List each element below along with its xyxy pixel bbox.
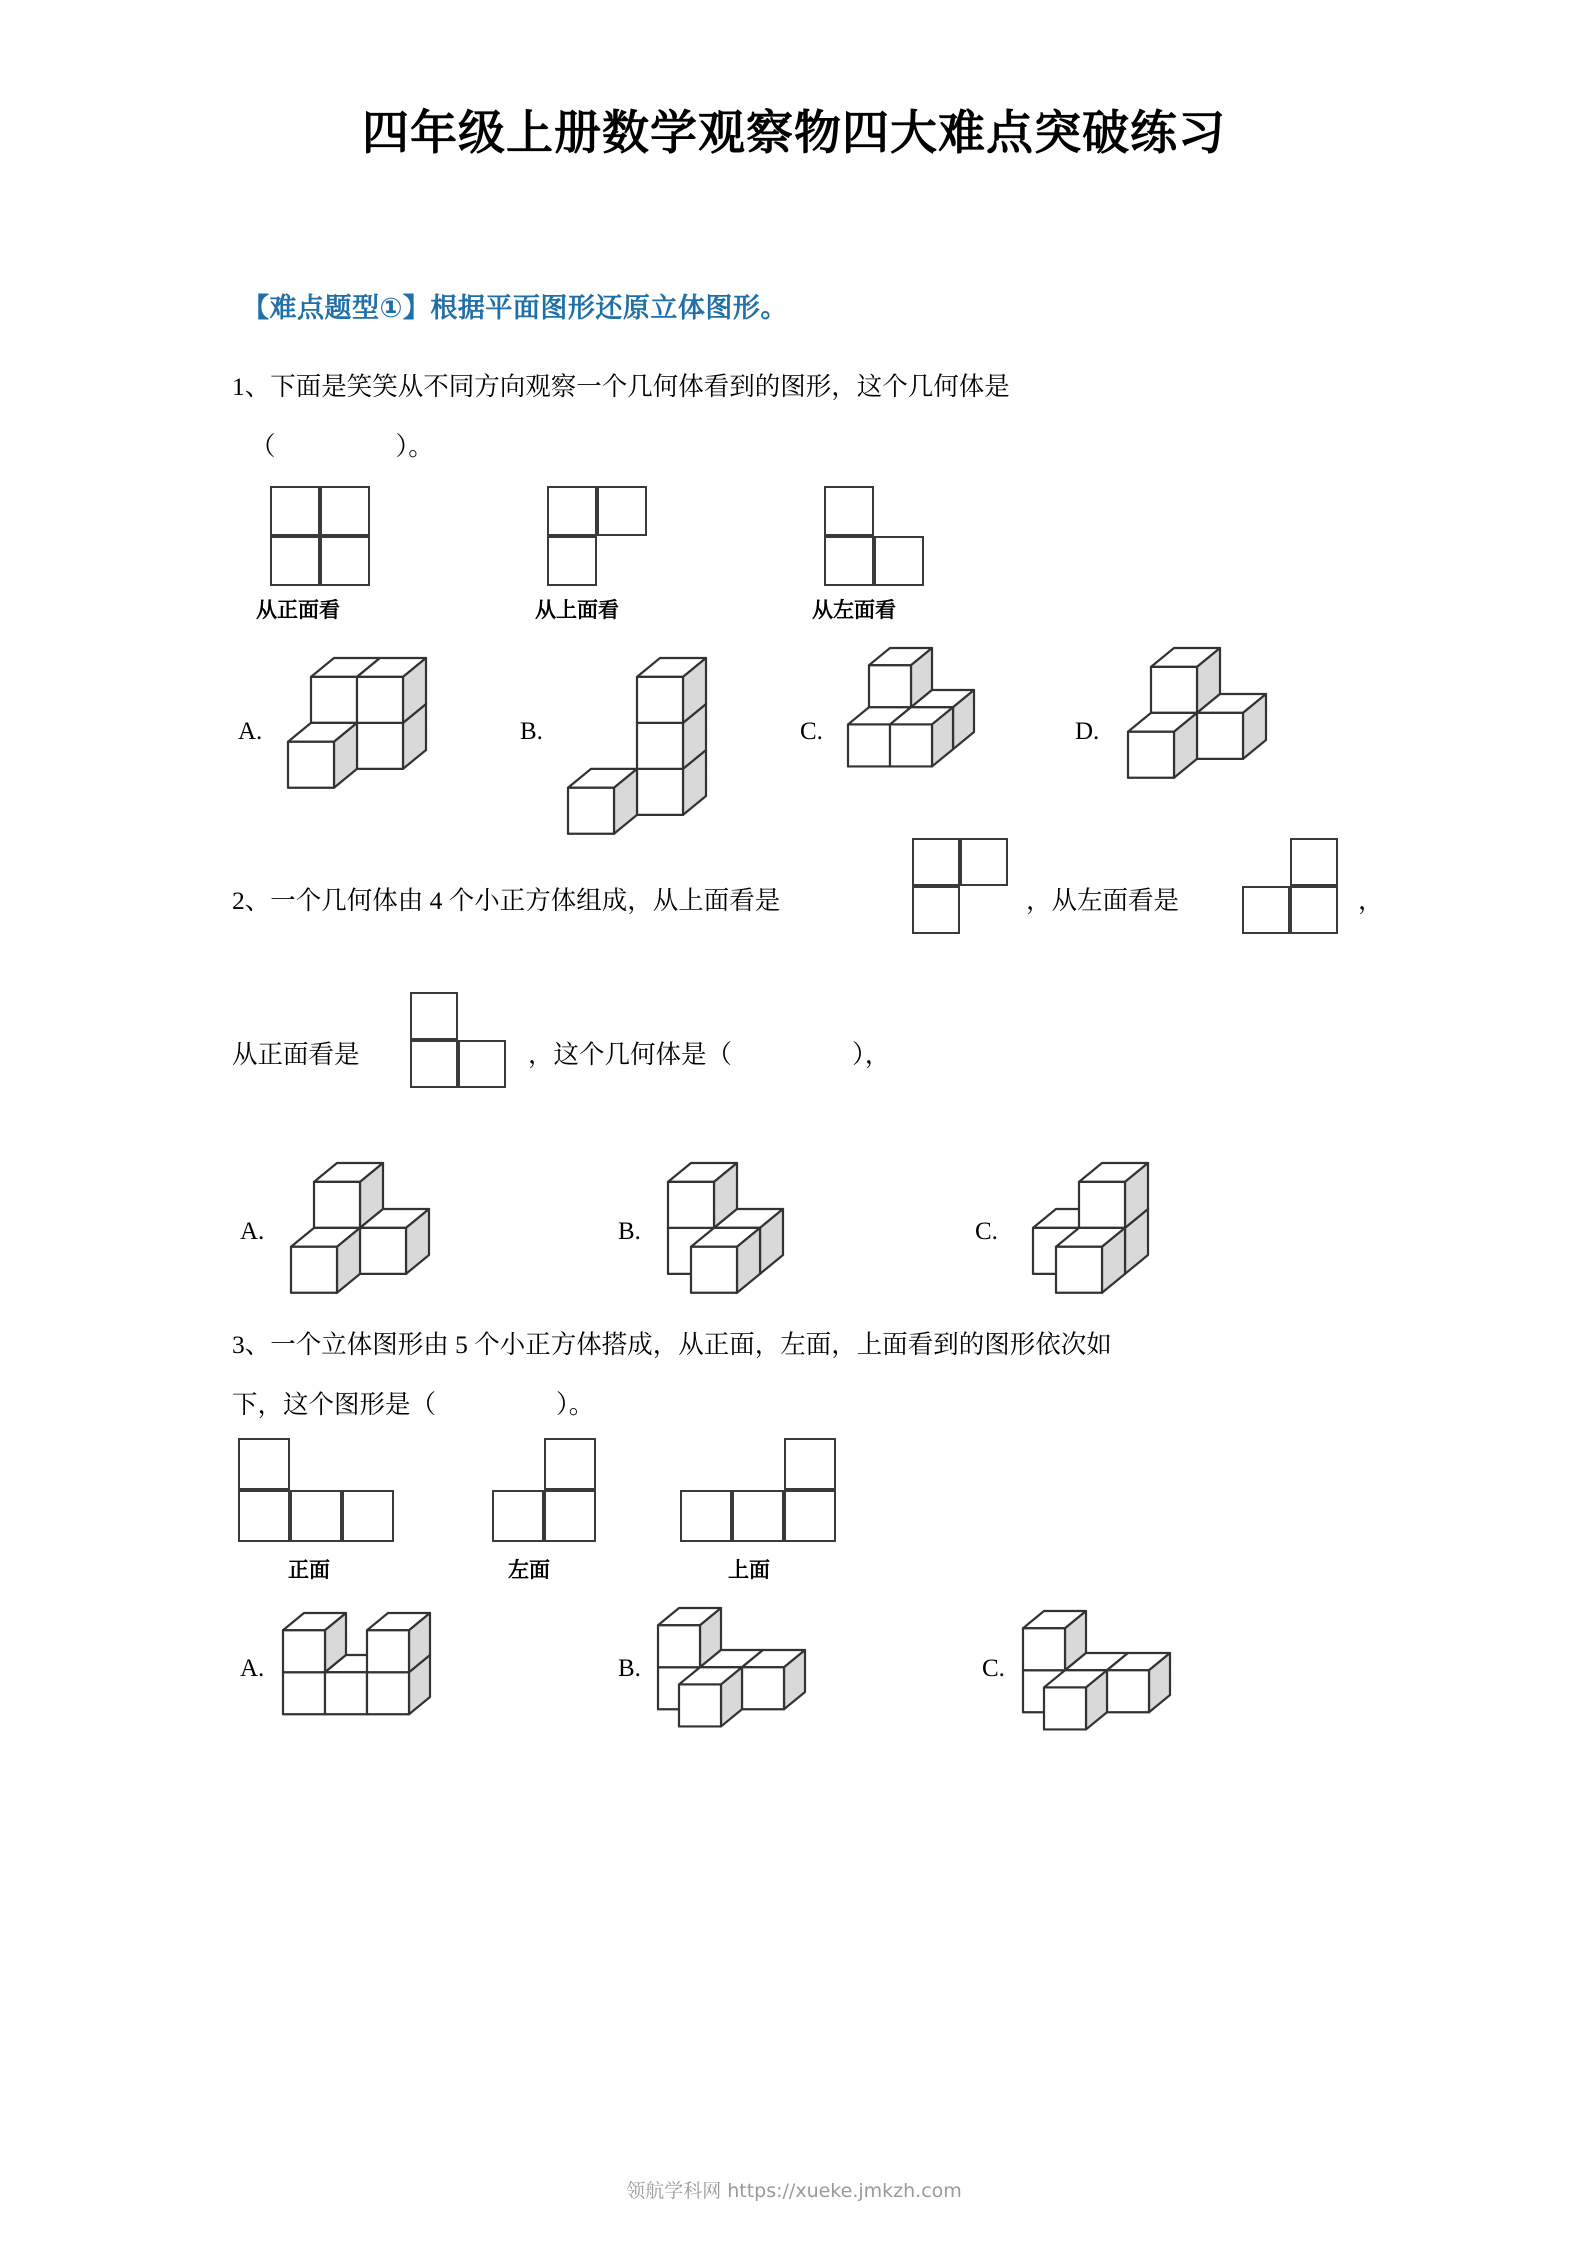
grid-cell: [238, 1438, 290, 1490]
grid-cell: [547, 486, 597, 536]
grid-cell: [680, 1490, 732, 1542]
cube-face-front: [679, 1684, 721, 1726]
question-2-text-f: ），: [852, 1040, 891, 1069]
q3-option-c-figure[interactable]: [1020, 1608, 1173, 1732]
grid-cell: [410, 992, 458, 1040]
cube-face-front: [1023, 1628, 1065, 1670]
cube-stack-svg: [655, 1605, 808, 1729]
grid-cell: [1242, 886, 1290, 934]
question-1-paren-close: ）。: [395, 432, 434, 461]
cube-face-front: [360, 1228, 406, 1274]
page-title: 四年级上册数学观察物四大难点突破练习: [362, 106, 1226, 161]
cube-face-front: [1079, 1182, 1125, 1228]
q3-view-top-caption: 上面: [728, 1558, 770, 1582]
cube-stack-svg: [665, 1160, 786, 1296]
q3-view-left-grid: [492, 1438, 596, 1542]
cube-face-front: [848, 724, 890, 766]
cube-stack-svg: [285, 655, 429, 791]
grid-cell: [270, 486, 320, 536]
cube-face-front: [658, 1625, 700, 1667]
q3-view-front-grid: [238, 1438, 394, 1542]
q3-view-top-grid: [680, 1438, 836, 1542]
cube-face-front: [283, 1630, 325, 1672]
cube-face-front: [325, 1672, 367, 1714]
q2-view-front-grid: [410, 992, 506, 1088]
grid-cell: [912, 886, 960, 934]
cube-stack-svg: [288, 1160, 432, 1296]
q2-view-left-grid: [1242, 838, 1338, 934]
q2-view-top-grid: [912, 838, 1008, 934]
cube-face-front: [288, 742, 334, 788]
question-2-line-2-part-a: 从正面看是: [232, 1040, 360, 1069]
q2-option-c-label[interactable]: C.: [975, 1218, 998, 1245]
q2-option-b-figure[interactable]: [665, 1160, 786, 1296]
section-heading: 【难点题型①】根据平面图形还原立体图形。: [242, 293, 788, 324]
cube-face-front: [637, 677, 683, 723]
q1-option-d-label[interactable]: D.: [1075, 718, 1100, 745]
question-2-line-1-part-b: ，从左面看是: [1026, 886, 1180, 915]
cube-face-front: [357, 723, 403, 769]
cube-face-front: [283, 1672, 325, 1714]
question-3-text-open: 下，这个图形是（: [232, 1390, 437, 1419]
cube-face-front: [637, 723, 683, 769]
cube-stack-svg: [565, 655, 709, 837]
q3-view-left-caption: 左面: [508, 1558, 550, 1582]
q1-option-c-figure[interactable]: [845, 645, 977, 769]
q1-view-front-caption: 从正面看: [256, 598, 340, 622]
grid-cell: [784, 1438, 836, 1490]
grid-cell: [784, 1490, 836, 1542]
q1-option-b-label[interactable]: B.: [520, 718, 543, 745]
cube-face-front: [1044, 1687, 1086, 1729]
q2-option-a-figure[interactable]: [288, 1160, 432, 1296]
grid-cell: [1290, 838, 1338, 886]
cube-face-front: [367, 1630, 409, 1672]
cube-face-front: [637, 769, 683, 815]
cube-face-front: [1056, 1247, 1102, 1293]
cube-face-front: [1128, 732, 1174, 778]
q2-option-a-label[interactable]: A.: [240, 1218, 265, 1245]
q1-option-a-label[interactable]: A.: [238, 718, 263, 745]
grid-cell: [458, 1040, 506, 1088]
grid-cell: [290, 1490, 342, 1542]
question-3-line-2: [232, 1390, 594, 1419]
grid-cell: [410, 1040, 458, 1088]
q3-option-a-figure[interactable]: [280, 1610, 433, 1717]
cube-face-front: [1107, 1670, 1149, 1712]
q2-option-b-label[interactable]: B.: [618, 1218, 641, 1245]
cube-stack-svg: [1030, 1160, 1151, 1296]
cube-face-front: [668, 1182, 714, 1228]
cube-face-front: [742, 1667, 784, 1709]
question-3-line-1: 3、一个立体图形由 5 个小正方体搭成，从正面，左面，上面看到的图形依次如: [232, 1330, 1112, 1359]
q1-view-left-caption: 从左面看: [812, 598, 896, 622]
q1-view-front-grid: [270, 486, 370, 586]
cube-face-front: [869, 665, 911, 707]
grid-cell: [960, 838, 1008, 886]
q1-view-left-grid: [824, 486, 924, 586]
question-2-line-1-part-c: ，: [1358, 886, 1384, 915]
grid-cell: [912, 838, 960, 886]
cube-face-front: [314, 1182, 360, 1228]
q1-option-d-figure[interactable]: [1125, 645, 1269, 781]
cube-face-front: [291, 1247, 337, 1293]
q1-option-c-label[interactable]: C.: [800, 718, 823, 745]
question-2-line-1-part-a: 2、一个几何体由 4 个小正方体组成，从上面看是: [232, 886, 781, 915]
grid-cell: [492, 1490, 544, 1542]
grid-cell: [874, 536, 924, 586]
q1-view-top-caption: 从上面看: [535, 598, 619, 622]
cube-stack-svg: [1020, 1608, 1173, 1732]
q2-option-c-figure[interactable]: [1030, 1160, 1151, 1296]
grid-cell: [597, 486, 647, 536]
grid-cell: [544, 1490, 596, 1542]
question-3-text-close: ）。: [556, 1390, 595, 1419]
grid-cell: [1290, 886, 1338, 934]
cube-face-front: [357, 677, 403, 723]
footer-watermark: 领航学科网 https://xueke.jmkzh.com: [626, 2180, 962, 2202]
grid-cell: [320, 536, 370, 586]
q1-view-top-grid: [547, 486, 647, 586]
grid-cell: [824, 486, 874, 536]
cube-face-front: [1197, 713, 1243, 759]
cube-face-front: [568, 788, 614, 834]
question-1-line-1: 1、下面是笑笑从不同方向观察一个几何体看到的图形，这个几何体是: [232, 372, 1010, 401]
cube-stack-svg: [845, 645, 977, 769]
cube-face-front: [691, 1247, 737, 1293]
cube-stack-svg: [1125, 645, 1269, 781]
grid-cell: [544, 1438, 596, 1490]
q3-option-a-label[interactable]: A.: [240, 1655, 265, 1682]
cube-face-front: [1151, 667, 1197, 713]
question-2-text-e: ，这个几何体是（: [528, 1040, 733, 1069]
q3-option-b-label[interactable]: B.: [618, 1655, 641, 1682]
question-2-line-2-part-b: [528, 1040, 890, 1069]
grid-cell: [238, 1490, 290, 1542]
grid-cell: [342, 1490, 394, 1542]
cube-stack-svg: [280, 1610, 433, 1717]
grid-cell: [320, 486, 370, 536]
q3-view-front-caption: 正面: [288, 1558, 330, 1582]
cube-face-front: [890, 724, 932, 766]
q3-option-b-figure[interactable]: [655, 1605, 808, 1729]
cube-face-front: [367, 1672, 409, 1714]
q1-option-b-figure[interactable]: [565, 655, 709, 837]
grid-cell: [270, 536, 320, 586]
grid-cell: [547, 536, 597, 586]
question-1-paren-open: （: [250, 432, 276, 461]
grid-cell: [824, 536, 874, 586]
q1-option-a-figure[interactable]: [285, 655, 429, 791]
grid-cell: [732, 1490, 784, 1542]
cube-face-front: [311, 677, 357, 723]
question-1-line-2: [250, 432, 434, 461]
q3-option-c-label[interactable]: C.: [982, 1655, 1005, 1682]
